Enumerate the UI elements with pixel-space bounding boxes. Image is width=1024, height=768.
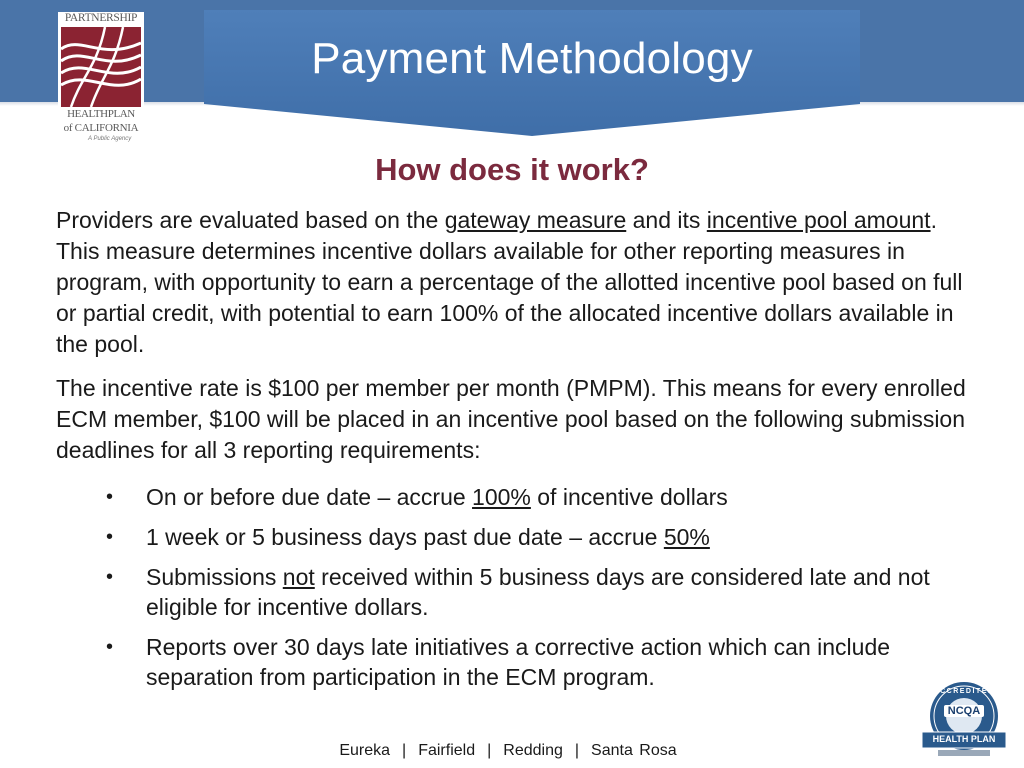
logo-tagline: A Public Agency: [88, 136, 132, 142]
bullet-dot-icon: •: [106, 636, 114, 658]
footer-location: Eureka: [339, 742, 391, 759]
footer-location: Redding: [503, 742, 563, 759]
ncqa-accredited-badge: [918, 680, 1010, 762]
paragraph1-text-c: . This measure determines incentive dollars available for other reporting measures in program, with opportunity to earn a percentage of the allotted incentive pool based on full or partial credit, with potential to earn 100% of the allocated incentive dollars available in the pool.: [56, 207, 963, 357]
partnership-logo: [58, 12, 144, 146]
title-banner: [204, 10, 860, 136]
logo-line1: PARTNERSHIP: [64, 12, 138, 24]
badge-org-text: NCQA: [944, 705, 984, 717]
bullet-item: • Submissions not received within 5 business days are considered late and not eligible for incentive dollars.: [106, 564, 930, 620]
paragraph-incentive-rate: The incentive rate is $100 per member per month (PMPM). This means for every enrolled ECM member, $100 will be placed in an incentive pool based on the following submission deadlines for all 3 reporting requirements:: [56, 375, 966, 463]
section-subtitle: How does it work?: [375, 152, 649, 187]
footer-location: Santa Rosa: [591, 742, 677, 759]
paragraph-evaluation: [56, 205, 966, 360]
bullet-item: • On or before due date – accrue 100% of incentive dollars: [106, 484, 728, 510]
bullet-dot-icon: •: [106, 486, 114, 508]
incentive-pool-term: incentive pool amount: [706, 207, 931, 233]
footer-separator: |: [487, 742, 492, 759]
logo-line3: of CALIFORNIA: [63, 122, 139, 134]
logo-line2: HEALTHPLAN: [67, 108, 135, 120]
bullet-item: • Reports over 30 days late initiatives a corrective action which can include separation from participation in the ECM program.: [106, 634, 891, 690]
gateway-measure-term: gateway measure: [444, 207, 627, 233]
logo-emblem-icon: [61, 27, 141, 107]
footer-location: Fairfield: [418, 742, 476, 759]
badge-accredited-text: ACCREDITED: [933, 688, 995, 695]
paragraph1-text-b: and its: [626, 207, 707, 233]
footer-locations: [0, 742, 1016, 760]
footer-separator: |: [574, 742, 580, 759]
bullet-item: • 1 week or 5 business days past due date – accrue 50%: [106, 524, 710, 550]
bullet-dot-icon: •: [106, 566, 114, 588]
badge-health-plan-text: HEALTH PLAN: [932, 734, 996, 744]
page-title: Payment Methodology: [311, 34, 753, 83]
paragraph1-text-a: Providers are evaluated based on the: [56, 207, 445, 233]
bullet-dot-icon: •: [106, 526, 114, 548]
footer-separator: |: [402, 742, 407, 759]
deadline-bullet-list: [104, 482, 954, 702]
